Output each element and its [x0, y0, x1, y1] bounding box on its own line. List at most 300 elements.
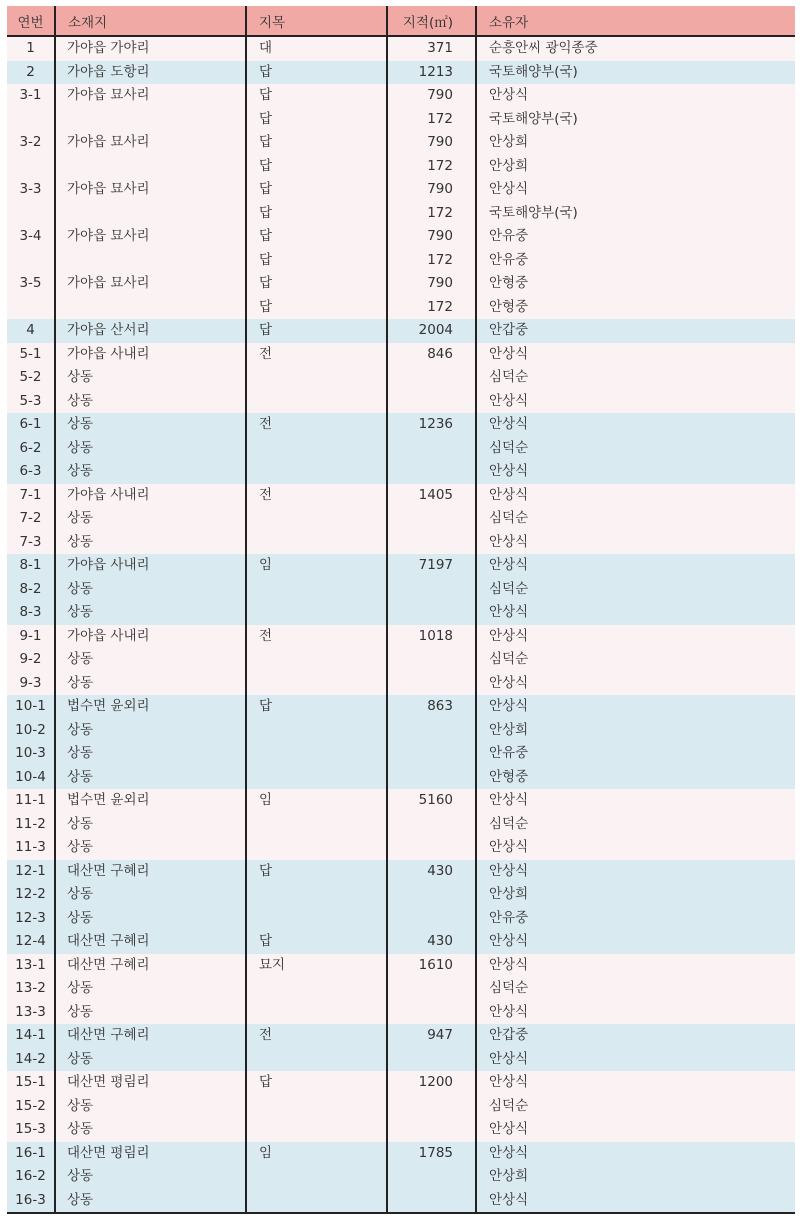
- cell-serial-number: 9-1: [7, 625, 55, 649]
- cell-land-category: 임: [246, 554, 387, 578]
- cell-owner: 국토해양부(국): [476, 61, 795, 85]
- cell-location: 상동: [55, 977, 246, 1001]
- cell-location: 대산면 평림리: [55, 1142, 246, 1166]
- table-row: [7, 1165, 795, 1189]
- cell-owner: 안유중: [476, 225, 795, 249]
- cell-serial-number: 2: [7, 61, 55, 85]
- cell-serial-number: 7-1: [7, 484, 55, 508]
- cell-land-category: 답: [246, 131, 387, 155]
- cell-owner: 안상식: [476, 554, 795, 578]
- cell-location: 상동: [55, 907, 246, 931]
- cell-land-category: [246, 766, 387, 790]
- cell-serial-number: 10-2: [7, 719, 55, 743]
- cell-owner: 안상희: [476, 883, 795, 907]
- cell-location: 상동: [55, 742, 246, 766]
- cell-area: 863: [387, 695, 476, 719]
- cell-land-category: [246, 813, 387, 837]
- cell-serial-number: 5-2: [7, 366, 55, 390]
- cell-location: [55, 296, 246, 320]
- cell-area: [387, 578, 476, 602]
- cell-serial-number: 13-3: [7, 1001, 55, 1025]
- cell-land-category: 답: [246, 178, 387, 202]
- cell-land-category: [246, 1048, 387, 1072]
- cell-land-category: [246, 507, 387, 531]
- cell-area: [387, 507, 476, 531]
- table-row: [7, 531, 795, 555]
- table-row: [7, 155, 795, 179]
- cell-land-category: 답: [246, 860, 387, 884]
- cell-land-category: 답: [246, 319, 387, 343]
- cell-owner: 안유중: [476, 249, 795, 273]
- cell-land-category: 답: [246, 155, 387, 179]
- cell-land-category: [246, 437, 387, 461]
- cell-land-category: [246, 1001, 387, 1025]
- cell-serial-number: 10-1: [7, 695, 55, 719]
- cell-serial-number: 13-1: [7, 954, 55, 978]
- table-row: [7, 836, 795, 860]
- cell-owner: 안상식: [476, 860, 795, 884]
- cell-area: [387, 1118, 476, 1142]
- cell-location: 상동: [55, 883, 246, 907]
- table-row: [7, 625, 795, 649]
- cell-land-category: 답: [246, 930, 387, 954]
- cell-owner: 안상식: [476, 1048, 795, 1072]
- table-row: [7, 1024, 795, 1048]
- table-row: [7, 672, 795, 696]
- cell-area: 1018: [387, 625, 476, 649]
- table-row: [7, 907, 795, 931]
- cell-serial-number: 9-2: [7, 648, 55, 672]
- cell-serial-number: [7, 108, 55, 132]
- table-row: [7, 272, 795, 296]
- cell-serial-number: 3-1: [7, 84, 55, 108]
- land-register-table: [7, 6, 795, 1214]
- header-location: 소재지: [55, 6, 246, 36]
- table-row: [7, 930, 795, 954]
- cell-serial-number: 4: [7, 319, 55, 343]
- table-row: [7, 296, 795, 320]
- cell-area: 790: [387, 84, 476, 108]
- cell-area: [387, 719, 476, 743]
- cell-location: 대산면 구혜리: [55, 1024, 246, 1048]
- cell-serial-number: [7, 202, 55, 226]
- cell-area: [387, 977, 476, 1001]
- cell-land-category: [246, 390, 387, 414]
- header-land-category: 지목: [246, 6, 387, 36]
- table-row: [7, 1095, 795, 1119]
- cell-location: 상동: [55, 813, 246, 837]
- table-row: [7, 813, 795, 837]
- cell-area: [387, 1095, 476, 1119]
- cell-land-category: 답: [246, 1071, 387, 1095]
- cell-land-category: [246, 719, 387, 743]
- cell-location: 가야읍 묘사리: [55, 178, 246, 202]
- header-serial-number: 연번: [7, 6, 55, 36]
- cell-owner: 안상식: [476, 178, 795, 202]
- cell-area: 1236: [387, 413, 476, 437]
- table-row: [7, 413, 795, 437]
- cell-owner: 안상식: [476, 672, 795, 696]
- cell-land-category: [246, 1118, 387, 1142]
- cell-owner: 안형중: [476, 296, 795, 320]
- cell-serial-number: 14-2: [7, 1048, 55, 1072]
- cell-serial-number: 8-3: [7, 601, 55, 625]
- cell-serial-number: 10-3: [7, 742, 55, 766]
- cell-owner: 안갑중: [476, 1024, 795, 1048]
- cell-area: [387, 1048, 476, 1072]
- cell-area: 790: [387, 131, 476, 155]
- cell-owner: 안상식: [476, 789, 795, 813]
- cell-owner: 안갑중: [476, 319, 795, 343]
- cell-location: 상동: [55, 601, 246, 625]
- table-row: [7, 61, 795, 85]
- table-row: [7, 766, 795, 790]
- cell-owner: 안상식: [476, 954, 795, 978]
- cell-owner: 안상식: [476, 601, 795, 625]
- table-row: [7, 719, 795, 743]
- table-row: [7, 108, 795, 132]
- table-row: [7, 1071, 795, 1095]
- cell-serial-number: 15-2: [7, 1095, 55, 1119]
- cell-area: [387, 1165, 476, 1189]
- cell-land-category: [246, 578, 387, 602]
- cell-land-category: [246, 531, 387, 555]
- cell-location: [55, 202, 246, 226]
- cell-area: [387, 648, 476, 672]
- cell-area: [387, 813, 476, 837]
- cell-location: 상동: [55, 1048, 246, 1072]
- cell-area: 1200: [387, 1071, 476, 1095]
- table-row: [7, 343, 795, 367]
- cell-serial-number: [7, 155, 55, 179]
- cell-location: [55, 249, 246, 273]
- cell-owner: 심덕순: [476, 507, 795, 531]
- cell-location: 대산면 평림리: [55, 1071, 246, 1095]
- cell-area: [387, 766, 476, 790]
- cell-area: 371: [387, 36, 476, 61]
- cell-area: 172: [387, 108, 476, 132]
- cell-location: 상동: [55, 390, 246, 414]
- cell-area: [387, 672, 476, 696]
- table-row: [7, 954, 795, 978]
- cell-location: 상동: [55, 460, 246, 484]
- cell-owner: 안상식: [476, 484, 795, 508]
- cell-owner: 안상희: [476, 155, 795, 179]
- cell-location: 상동: [55, 719, 246, 743]
- cell-location: 상동: [55, 1118, 246, 1142]
- cell-area: [387, 366, 476, 390]
- cell-area: [387, 601, 476, 625]
- table-row: [7, 554, 795, 578]
- table-body: [7, 36, 795, 1213]
- table-row: [7, 460, 795, 484]
- cell-area: [387, 531, 476, 555]
- cell-owner: 안상식: [476, 343, 795, 367]
- cell-owner: 안상희: [476, 131, 795, 155]
- cell-location: 가야읍 묘사리: [55, 225, 246, 249]
- cell-land-category: 답: [246, 84, 387, 108]
- cell-owner: 안상식: [476, 460, 795, 484]
- cell-location: 상동: [55, 836, 246, 860]
- cell-area: 947: [387, 1024, 476, 1048]
- cell-owner: 안상식: [476, 531, 795, 555]
- cell-owner: 심덕순: [476, 977, 795, 1001]
- cell-land-category: [246, 648, 387, 672]
- cell-land-category: [246, 836, 387, 860]
- cell-owner: 심덕순: [476, 437, 795, 461]
- cell-land-category: [246, 883, 387, 907]
- cell-location: [55, 108, 246, 132]
- cell-area: [387, 742, 476, 766]
- cell-owner: 안상희: [476, 719, 795, 743]
- cell-location: 상동: [55, 1095, 246, 1119]
- cell-land-category: 답: [246, 296, 387, 320]
- table-row: [7, 178, 795, 202]
- cell-owner: 심덕순: [476, 578, 795, 602]
- cell-land-category: [246, 907, 387, 931]
- cell-owner: 안상식: [476, 1001, 795, 1025]
- cell-land-category: 전: [246, 413, 387, 437]
- cell-serial-number: 5-3: [7, 390, 55, 414]
- cell-owner: 국토해양부(국): [476, 202, 795, 226]
- cell-area: 430: [387, 860, 476, 884]
- cell-location: 상동: [55, 366, 246, 390]
- table-row: [7, 366, 795, 390]
- cell-land-category: [246, 601, 387, 625]
- cell-land-category: 임: [246, 1142, 387, 1166]
- cell-location: 가야읍 묘사리: [55, 84, 246, 108]
- cell-land-category: 대: [246, 36, 387, 61]
- cell-area: 7197: [387, 554, 476, 578]
- cell-area: [387, 437, 476, 461]
- cell-owner: 안상식: [476, 1189, 795, 1214]
- cell-location: 가야읍 가야리: [55, 36, 246, 61]
- table-row: [7, 249, 795, 273]
- table-row: [7, 860, 795, 884]
- cell-location: 상동: [55, 413, 246, 437]
- cell-land-category: [246, 977, 387, 1001]
- cell-area: 430: [387, 930, 476, 954]
- table-row: [7, 484, 795, 508]
- cell-serial-number: 12-2: [7, 883, 55, 907]
- cell-location: 상동: [55, 1165, 246, 1189]
- cell-area: [387, 1001, 476, 1025]
- cell-area: 172: [387, 296, 476, 320]
- cell-location: 상동: [55, 1189, 246, 1214]
- cell-serial-number: 6-1: [7, 413, 55, 437]
- cell-owner: 안상식: [476, 625, 795, 649]
- table-row: [7, 601, 795, 625]
- table-row: [7, 202, 795, 226]
- cell-location: 가야읍 사내리: [55, 484, 246, 508]
- cell-location: 가야읍 도항리: [55, 61, 246, 85]
- cell-serial-number: 15-3: [7, 1118, 55, 1142]
- table-row: [7, 225, 795, 249]
- cell-land-category: [246, 1165, 387, 1189]
- cell-owner: 안상식: [476, 1142, 795, 1166]
- table-row: [7, 1118, 795, 1142]
- cell-area: 2004: [387, 319, 476, 343]
- cell-owner: 심덕순: [476, 813, 795, 837]
- cell-area: 5160: [387, 789, 476, 813]
- cell-land-category: [246, 460, 387, 484]
- cell-owner: 안상식: [476, 1118, 795, 1142]
- cell-land-category: 전: [246, 625, 387, 649]
- table-row: [7, 84, 795, 108]
- cell-location: 상동: [55, 507, 246, 531]
- table-row: [7, 319, 795, 343]
- cell-location: [55, 155, 246, 179]
- cell-serial-number: 3-4: [7, 225, 55, 249]
- cell-location: 대산면 구혜리: [55, 860, 246, 884]
- cell-area: 172: [387, 202, 476, 226]
- cell-land-category: 답: [246, 202, 387, 226]
- cell-serial-number: 5-1: [7, 343, 55, 367]
- cell-serial-number: 12-4: [7, 930, 55, 954]
- cell-serial-number: 3-2: [7, 131, 55, 155]
- cell-area: 790: [387, 272, 476, 296]
- cell-location: 대산면 구혜리: [55, 954, 246, 978]
- cell-serial-number: 3-3: [7, 178, 55, 202]
- cell-serial-number: [7, 296, 55, 320]
- cell-serial-number: 15-1: [7, 1071, 55, 1095]
- cell-owner: 안상식: [476, 1071, 795, 1095]
- table-row: [7, 695, 795, 719]
- cell-area: 1610: [387, 954, 476, 978]
- table-row: [7, 131, 795, 155]
- table-row: [7, 437, 795, 461]
- cell-land-category: 임: [246, 789, 387, 813]
- cell-land-category: 묘지: [246, 954, 387, 978]
- table-row: [7, 1189, 795, 1214]
- cell-location: 가야읍 사내리: [55, 343, 246, 367]
- cell-land-category: [246, 366, 387, 390]
- table-row: [7, 789, 795, 813]
- cell-owner: 국토해양부(국): [476, 108, 795, 132]
- cell-location: 법수면 윤외리: [55, 695, 246, 719]
- cell-serial-number: 14-1: [7, 1024, 55, 1048]
- cell-land-category: [246, 1189, 387, 1214]
- cell-serial-number: [7, 249, 55, 273]
- cell-owner: 심덕순: [476, 366, 795, 390]
- cell-land-category: 답: [246, 108, 387, 132]
- cell-location: 가야읍 묘사리: [55, 272, 246, 296]
- cell-serial-number: 11-1: [7, 789, 55, 813]
- table-row: [7, 36, 795, 61]
- cell-owner: 안형중: [476, 766, 795, 790]
- table-row: [7, 578, 795, 602]
- table-row: [7, 742, 795, 766]
- cell-serial-number: 12-1: [7, 860, 55, 884]
- cell-area: 790: [387, 225, 476, 249]
- cell-area: [387, 836, 476, 860]
- cell-area: [387, 883, 476, 907]
- cell-serial-number: 8-2: [7, 578, 55, 602]
- table-row: [7, 507, 795, 531]
- cell-location: 가야읍 사내리: [55, 554, 246, 578]
- cell-location: 상동: [55, 648, 246, 672]
- cell-area: 1405: [387, 484, 476, 508]
- table-row: [7, 390, 795, 414]
- cell-owner: 안상식: [476, 836, 795, 860]
- cell-location: 가야읍 산서리: [55, 319, 246, 343]
- table-row: [7, 1001, 795, 1025]
- cell-location: 상동: [55, 531, 246, 555]
- cell-owner: 안상식: [476, 84, 795, 108]
- cell-land-category: 전: [246, 484, 387, 508]
- cell-land-category: 답: [246, 225, 387, 249]
- cell-serial-number: 11-3: [7, 836, 55, 860]
- cell-land-category: 답: [246, 272, 387, 296]
- cell-owner: 안상식: [476, 695, 795, 719]
- cell-owner: 순흥안씨 광익종중: [476, 36, 795, 61]
- table-row: [7, 648, 795, 672]
- cell-owner: 안상식: [476, 930, 795, 954]
- cell-serial-number: 11-2: [7, 813, 55, 837]
- land-register-table-wrapper: [7, 6, 795, 1214]
- cell-location: 가야읍 사내리: [55, 625, 246, 649]
- cell-area: [387, 390, 476, 414]
- cell-owner: 안유중: [476, 742, 795, 766]
- cell-serial-number: 9-3: [7, 672, 55, 696]
- cell-land-category: [246, 672, 387, 696]
- cell-serial-number: 6-3: [7, 460, 55, 484]
- cell-owner: 안유중: [476, 907, 795, 931]
- cell-serial-number: 7-3: [7, 531, 55, 555]
- cell-serial-number: 7-2: [7, 507, 55, 531]
- cell-owner: 안형중: [476, 272, 795, 296]
- cell-location: 상동: [55, 578, 246, 602]
- table-header-row: [7, 6, 795, 36]
- cell-serial-number: 12-3: [7, 907, 55, 931]
- cell-area: 1213: [387, 61, 476, 85]
- cell-land-category: [246, 1095, 387, 1119]
- cell-location: 상동: [55, 1001, 246, 1025]
- cell-land-category: 답: [246, 695, 387, 719]
- cell-land-category: 답: [246, 249, 387, 273]
- cell-area: 172: [387, 155, 476, 179]
- cell-location: 법수면 윤외리: [55, 789, 246, 813]
- cell-serial-number: 16-2: [7, 1165, 55, 1189]
- cell-land-category: [246, 742, 387, 766]
- header-owner: 소유자: [476, 6, 795, 36]
- cell-location: 상동: [55, 766, 246, 790]
- cell-area: 790: [387, 178, 476, 202]
- cell-location: 상동: [55, 672, 246, 696]
- cell-area: [387, 1189, 476, 1214]
- cell-area: 172: [387, 249, 476, 273]
- cell-owner: 안상희: [476, 1165, 795, 1189]
- header-area: 지적(㎡): [387, 6, 476, 36]
- cell-serial-number: 10-4: [7, 766, 55, 790]
- cell-serial-number: 6-2: [7, 437, 55, 461]
- cell-land-category: 전: [246, 343, 387, 367]
- cell-owner: 심덕순: [476, 1095, 795, 1119]
- cell-area: [387, 907, 476, 931]
- cell-owner: 안상식: [476, 390, 795, 414]
- table-row: [7, 977, 795, 1001]
- cell-owner: 안상식: [476, 413, 795, 437]
- cell-area: 846: [387, 343, 476, 367]
- table-row: [7, 883, 795, 907]
- cell-owner: 심덕순: [476, 648, 795, 672]
- table-row: [7, 1048, 795, 1072]
- cell-serial-number: 3-5: [7, 272, 55, 296]
- cell-area: [387, 460, 476, 484]
- cell-serial-number: 16-1: [7, 1142, 55, 1166]
- cell-location: 가야읍 묘사리: [55, 131, 246, 155]
- cell-land-category: 전: [246, 1024, 387, 1048]
